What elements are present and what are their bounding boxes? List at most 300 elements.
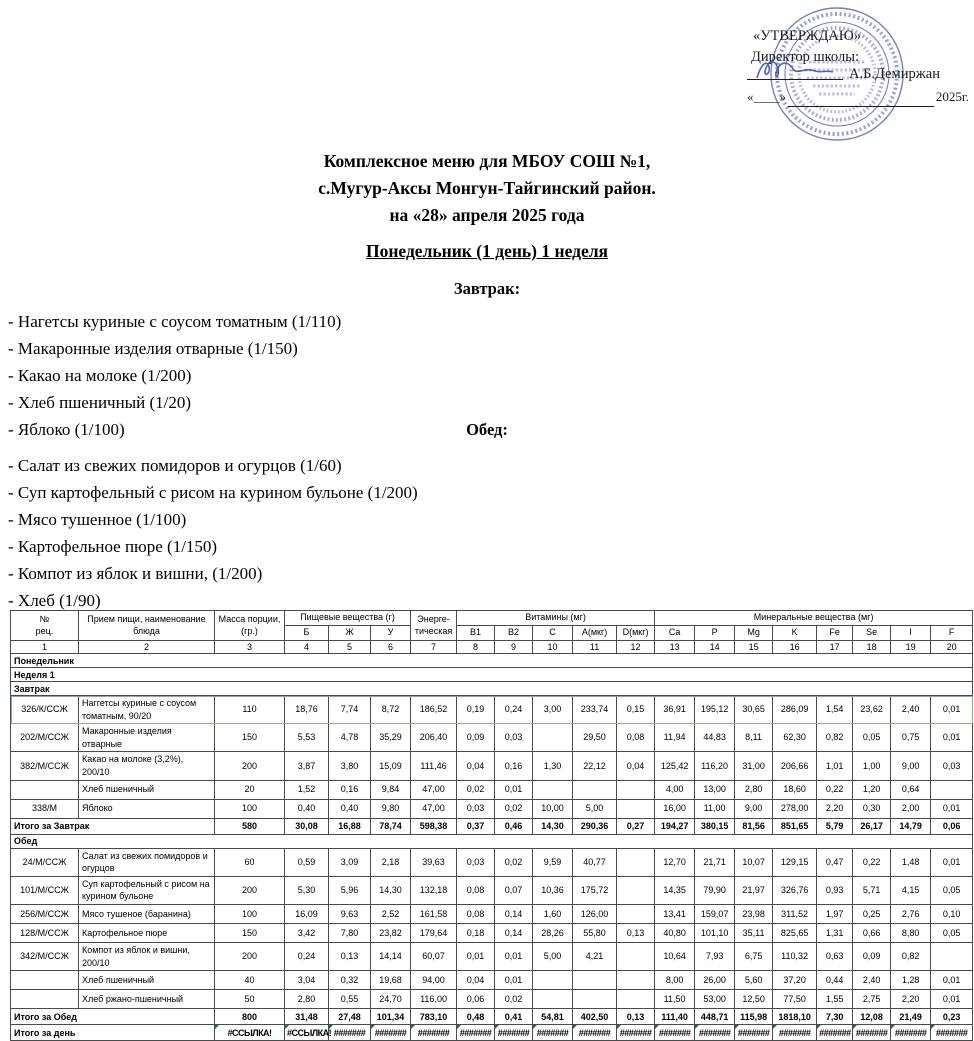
table-cell: 8,00 <box>655 971 695 990</box>
table-cell: 0,08 <box>617 724 655 752</box>
table-cell: 2,40 <box>891 696 931 724</box>
table-cell: 2,00 <box>891 799 931 818</box>
column-header: Масса порции, (гр.) <box>215 611 285 641</box>
table-cell: 0,82 <box>891 942 931 970</box>
date-blank-line <box>788 92 934 107</box>
table-cell: 448,71 <box>695 1009 735 1025</box>
table-cell: 0,04 <box>457 752 495 780</box>
title-line-2: с.Мугур-Аксы Монгун-Тайгинский район. <box>318 178 656 198</box>
table-cell: 0,02 <box>495 990 533 1009</box>
table-cell: 44,83 <box>695 724 735 752</box>
table-cell: 36,91 <box>655 696 695 724</box>
table-cell: 35,11 <box>735 923 773 942</box>
table-section-row <box>11 682 973 696</box>
table-cell: 1818,10 <box>773 1009 817 1025</box>
table-cell: 37,20 <box>773 971 817 990</box>
table-cell: 598,38 <box>411 818 457 834</box>
table-cell: 202/М/ССЖ <box>11 724 79 752</box>
director-name: А.Б.Демиржан <box>849 66 940 82</box>
approval-stamp <box>733 4 971 154</box>
table-cell: 0,41 <box>495 1009 533 1025</box>
table-cell: 5,00 <box>533 942 573 970</box>
table-cell: 3,80 <box>329 752 371 780</box>
table-cell: Какао на молоке (3,2%), 200/10 <box>79 752 215 780</box>
column-number: 17 <box>817 641 853 654</box>
column-number: 20 <box>931 641 973 654</box>
table-cell <box>617 971 655 990</box>
table-total-row <box>11 1009 973 1025</box>
table-cell: 2,40 <box>853 971 891 990</box>
table-cell: 0,02 <box>457 780 495 799</box>
table-cell: 580 <box>215 818 285 834</box>
table-cell: 101,10 <box>695 923 735 942</box>
table-cell: 0,02 <box>495 848 533 876</box>
table-cell: 311,52 <box>773 904 817 923</box>
table-cell: 1,31 <box>817 923 853 942</box>
table-cell: 326/К/ССЖ <box>11 696 79 724</box>
signature-line <box>747 62 843 80</box>
table-cell: 2,20 <box>817 799 853 818</box>
table-cell: 16,09 <box>285 904 329 923</box>
table-cell: 0,05 <box>931 876 973 904</box>
column-number: 4 <box>285 641 329 654</box>
table-cell: 0,25 <box>853 904 891 923</box>
table-cell: 3,09 <box>329 848 371 876</box>
column-header: D(мкг) <box>617 626 655 641</box>
table-cell: 77,50 <box>773 990 817 1009</box>
column-header: В2 <box>495 626 533 641</box>
table-cell: Суп картофельный с рисом на курином бульоне <box>79 876 215 904</box>
table-cell: 0,22 <box>853 848 891 876</box>
table-cell: 23,62 <box>853 696 891 724</box>
table-cell: 4,15 <box>891 876 931 904</box>
table-cell: 7,74 <box>329 696 371 724</box>
table-cell: Хлеб ржано-пшеничный <box>79 990 215 1009</box>
table-cell: 0,04 <box>617 752 655 780</box>
column-number: 16 <box>773 641 817 654</box>
column-number: 10 <box>533 641 573 654</box>
menu-item: - Суп картофельный с рисом на курином бульоне (1/200) <box>8 483 418 502</box>
column-header: Ж <box>329 626 371 641</box>
table-cell: Компот из яблок и вишни, 200/10 <box>79 942 215 970</box>
title-line-3: на «28» апреля 2025 года <box>389 205 585 225</box>
table-cell: 150 <box>215 923 285 942</box>
table-cell: 126,00 <box>573 904 617 923</box>
table-cell: 150 <box>215 724 285 752</box>
nutrition-table <box>10 610 973 1041</box>
table-dish-row <box>11 971 973 990</box>
table-cell: 13,00 <box>695 780 735 799</box>
table-cell: 110 <box>215 696 285 724</box>
table-cell: 9,59 <box>533 848 573 876</box>
table-cell: 0,13 <box>617 1009 655 1025</box>
table-cell: 0,01 <box>495 971 533 990</box>
table-cell: 101/М/ССЖ <box>11 876 79 904</box>
column-number: 12 <box>617 641 655 654</box>
table-cell: 186,52 <box>411 696 457 724</box>
column-number: 13 <box>655 641 695 654</box>
table-cell: 0,66 <box>853 923 891 942</box>
table-cell: 256/М/ССЖ <box>11 904 79 923</box>
table-cell: 26,00 <box>695 971 735 990</box>
table-cell <box>533 971 573 990</box>
table-section-row <box>11 834 973 848</box>
table-cell: 0,07 <box>495 876 533 904</box>
table-cell: 0,08 <box>457 904 495 923</box>
table-cell: Макаронные изделия отварные <box>79 724 215 752</box>
table-cell: 0,03 <box>457 848 495 876</box>
table-cell: 10,00 <box>533 799 573 818</box>
table-cell: 200 <box>215 942 285 970</box>
table-cell: 50 <box>215 990 285 1009</box>
table-cell <box>533 990 573 1009</box>
table-cell: 380,15 <box>695 818 735 834</box>
table-cell: 28,26 <box>533 923 573 942</box>
table-cell <box>617 904 655 923</box>
table-cell <box>617 780 655 799</box>
table-cell: 35,29 <box>371 724 411 752</box>
table-cell: 14,30 <box>533 818 573 834</box>
table-cell: 24,70 <box>371 990 411 1009</box>
table-cell <box>533 780 573 799</box>
approval-title: «УТВЕРЖДАЮ» <box>753 28 861 44</box>
table-cell: 0,82 <box>817 724 853 752</box>
lunch-list <box>8 452 418 614</box>
table-cell: 40 <box>215 971 285 990</box>
table-cell: 851,65 <box>773 818 817 834</box>
table-cell: 0,48 <box>457 1009 495 1025</box>
table-cell: 5,60 <box>735 971 773 990</box>
approval-date-line <box>747 86 969 107</box>
table-cell: 2,80 <box>285 990 329 1009</box>
column-header: Прием пищи, наименование блюда <box>79 611 215 641</box>
table-cell: 200 <box>215 876 285 904</box>
table-cell: ####### <box>533 1025 573 1041</box>
table-cell: 0,46 <box>495 818 533 834</box>
table-cell: 3,42 <box>285 923 329 942</box>
table-cell: 0,01 <box>931 724 973 752</box>
table-cell: 0,40 <box>285 799 329 818</box>
table-cell <box>573 780 617 799</box>
table-cell: 116,00 <box>411 990 457 1009</box>
table-cell: 0,03 <box>495 724 533 752</box>
table-cell: 27,48 <box>329 1009 371 1025</box>
table-cell: 31,48 <box>285 1009 329 1025</box>
table-cell: 0,59 <box>285 848 329 876</box>
table-cell: 12,08 <box>853 1009 891 1025</box>
table-cell: 10,36 <box>533 876 573 904</box>
table-cell: 11,50 <box>655 990 695 1009</box>
table-cell <box>617 876 655 904</box>
table-cell: 0,03 <box>931 752 973 780</box>
table-dish-row <box>11 724 973 752</box>
column-header: С <box>533 626 573 641</box>
table-cell: 402,50 <box>573 1009 617 1025</box>
table-cell: ####### <box>371 1025 411 1041</box>
table-cell <box>573 971 617 990</box>
table-dish-row <box>11 752 973 780</box>
table-cell: 30,65 <box>735 696 773 724</box>
table-cell: 47,00 <box>411 799 457 818</box>
table-cell: Наггетсы куриные с соусом томатным, 90/20 <box>79 696 215 724</box>
table-cell: 1,55 <box>817 990 853 1009</box>
table-cell: 1,28 <box>891 971 931 990</box>
table-cell: 783,10 <box>411 1009 457 1025</box>
table-cell: 0,05 <box>853 724 891 752</box>
column-header: Энерге- тическая <box>411 611 457 641</box>
table-cell: 21,97 <box>735 876 773 904</box>
column-header: Витамины (мг) <box>457 611 655 626</box>
table-cell: ####### <box>891 1025 931 1041</box>
column-number-row <box>11 641 973 654</box>
table-cell: 16,88 <box>329 818 371 834</box>
table-cell: 0,37 <box>457 818 495 834</box>
table-cell: 1,54 <box>817 696 853 724</box>
table-cell: 200 <box>215 752 285 780</box>
table-cell: 195,12 <box>695 696 735 724</box>
table-cell: 0,01 <box>495 942 533 970</box>
table-cell: ####### <box>695 1025 735 1041</box>
table-cell: #ССЫЛКА! <box>215 1025 285 1041</box>
table-cell: 7,30 <box>817 1009 853 1025</box>
table-cell: 0,15 <box>617 696 655 724</box>
table-cell: ####### <box>853 1025 891 1041</box>
table-cell: 0,23 <box>931 1009 973 1025</box>
table-cell: 11,00 <box>695 799 735 818</box>
table-cell: 194,27 <box>655 818 695 834</box>
table-cell: 0,01 <box>931 799 973 818</box>
table-cell: Хлеб пшеничный <box>79 780 215 799</box>
table-cell: 0,10 <box>931 904 973 923</box>
table-cell: 53,00 <box>695 990 735 1009</box>
table-cell: 14,35 <box>655 876 695 904</box>
column-header: У <box>371 626 411 641</box>
table-cell: 159,07 <box>695 904 735 923</box>
menu-item: - Салат из свежих помидоров и огурцов (1/60) <box>8 456 342 475</box>
column-header: P <box>695 626 735 641</box>
table-cell: 10,64 <box>655 942 695 970</box>
table-cell: 0,13 <box>617 923 655 942</box>
table-cell: 14,14 <box>371 942 411 970</box>
table-cell: 116,20 <box>695 752 735 780</box>
table-cell: 21,49 <box>891 1009 931 1025</box>
total-label: Итого за Завтрак <box>11 818 215 834</box>
table-cell: 0,22 <box>817 780 853 799</box>
table-cell: ####### <box>411 1025 457 1041</box>
table-cell: 18,60 <box>773 780 817 799</box>
table-cell: 278,00 <box>773 799 817 818</box>
column-header: Ca <box>655 626 695 641</box>
table-cell: 3,87 <box>285 752 329 780</box>
table-cell: ####### <box>617 1025 655 1041</box>
table-cell: 326,76 <box>773 876 817 904</box>
table-cell: 0,01 <box>931 971 973 990</box>
menu-item: - Нагетсы куриные с соусом томатным (1/110) <box>8 312 342 331</box>
table-cell: 1,00 <box>853 752 891 780</box>
table-cell: 2,20 <box>891 990 931 1009</box>
table-cell <box>11 971 79 990</box>
table-cell: ####### <box>329 1025 371 1041</box>
table-cell: 94,00 <box>411 971 457 990</box>
table-cell: 0,40 <box>329 799 371 818</box>
menu-item: - Яблоко (1/100) <box>8 420 125 439</box>
column-header: I <box>891 626 931 641</box>
table-cell: ####### <box>773 1025 817 1041</box>
table-cell: 9,00 <box>735 799 773 818</box>
table-cell: 9,63 <box>329 904 371 923</box>
column-number: 8 <box>457 641 495 654</box>
table-cell: 0,14 <box>495 923 533 942</box>
table-cell: 0,04 <box>457 971 495 990</box>
table-cell: 161,58 <box>411 904 457 923</box>
table-cell <box>617 799 655 818</box>
table-cell: 125,42 <box>655 752 695 780</box>
table-cell: 0,24 <box>495 696 533 724</box>
column-number: 15 <box>735 641 773 654</box>
table-cell: 0,08 <box>457 876 495 904</box>
menu-item: - Макаронные изделия отварные (1/150) <box>8 339 298 358</box>
column-header: В1 <box>457 626 495 641</box>
table-cell: 26,17 <box>853 818 891 834</box>
table-cell: 2,18 <box>371 848 411 876</box>
table-cell: 29,50 <box>573 724 617 752</box>
table-cell: 40,77 <box>573 848 617 876</box>
signature-icon <box>749 54 841 84</box>
column-header: Минеральные вещества (мг) <box>655 611 973 626</box>
table-cell: 0,14 <box>495 904 533 923</box>
table-dish-row <box>11 876 973 904</box>
table-cell: 2,76 <box>891 904 931 923</box>
table-cell: ####### <box>457 1025 495 1041</box>
table-cell: 15,09 <box>371 752 411 780</box>
table-cell: 128/М/ССЖ <box>11 923 79 942</box>
table-dish-row <box>11 696 973 724</box>
table-cell: 8,11 <box>735 724 773 752</box>
table-cell: 0,13 <box>329 942 371 970</box>
table-cell: 2,75 <box>853 990 891 1009</box>
table-cell: 0,27 <box>617 818 655 834</box>
total-label: Итого за день <box>11 1025 215 1041</box>
menu-item: - Компот из яблок и вишни, (1/200) <box>8 564 263 583</box>
table-cell <box>11 780 79 799</box>
table-cell: 8,80 <box>891 923 931 942</box>
table-cell: 0,55 <box>329 990 371 1009</box>
table-cell: 382/М/ССЖ <box>11 752 79 780</box>
table-cell: ####### <box>495 1025 533 1041</box>
table-cell: Салат из свежих помидоров и огурцов <box>79 848 215 876</box>
table-cell: 0,64 <box>891 780 931 799</box>
table-cell: 9,00 <box>891 752 931 780</box>
table-cell: Хлеб пшеничный <box>79 971 215 990</box>
table-cell: 0,03 <box>457 799 495 818</box>
table-cell: 19,68 <box>371 971 411 990</box>
table-cell: ####### <box>817 1025 853 1041</box>
table-cell: 0,01 <box>931 848 973 876</box>
table-cell: 30,08 <box>285 818 329 834</box>
title-line-1: Комплексное меню для МБОУ СОШ №1, <box>323 151 651 171</box>
table-cell: 179,64 <box>411 923 457 942</box>
day-heading: Понедельник (1 день) 1 неделя <box>365 241 609 261</box>
table-cell: 233,74 <box>573 696 617 724</box>
table-cell: 1,01 <box>817 752 853 780</box>
column-header: Se <box>853 626 891 641</box>
table-cell: 79,90 <box>695 876 735 904</box>
table-cell: 16,00 <box>655 799 695 818</box>
table-cell: 5,00 <box>573 799 617 818</box>
table-cell: 290,36 <box>573 818 617 834</box>
table-cell: 2,52 <box>371 904 411 923</box>
menu-item: - Хлеб пшеничный (1/20) <box>8 393 192 412</box>
table-cell: 6,75 <box>735 942 773 970</box>
table-cell: 1,97 <box>817 904 853 923</box>
table-cell: Мясо тушеное (баранина) <box>79 904 215 923</box>
table-cell: 132,18 <box>411 876 457 904</box>
table-cell: 0,63 <box>817 942 853 970</box>
table-cell <box>617 942 655 970</box>
table-cell: 0,47 <box>817 848 853 876</box>
table-cell: 39,63 <box>411 848 457 876</box>
table-cell: 5,71 <box>853 876 891 904</box>
column-number: 9 <box>495 641 533 654</box>
table-cell: 12,70 <box>655 848 695 876</box>
table-cell: 55,80 <box>573 923 617 942</box>
table-cell: 0,05 <box>931 923 973 942</box>
lunch-heading: Обед: <box>466 420 508 439</box>
table-cell: 1,48 <box>891 848 931 876</box>
table-cell: 0,06 <box>931 818 973 834</box>
table-cell: Яблоко <box>79 799 215 818</box>
table-cell: 12,50 <box>735 990 773 1009</box>
table-cell: 0,44 <box>817 971 853 990</box>
table-cell: ####### <box>655 1025 695 1041</box>
table-cell: 2,80 <box>735 780 773 799</box>
column-header: Б <box>285 626 329 641</box>
table-cell: 115,98 <box>735 1009 773 1025</box>
column-number: 14 <box>695 641 735 654</box>
table-cell: 4,21 <box>573 942 617 970</box>
table-cell: 0,09 <box>457 724 495 752</box>
table-cell: 0,01 <box>495 780 533 799</box>
section-label: Завтрак <box>11 682 973 696</box>
column-header: F <box>931 626 973 641</box>
table-cell: 825,65 <box>773 923 817 942</box>
table-cell: 0,16 <box>495 752 533 780</box>
column-number: 3 <box>215 641 285 654</box>
table-cell: 31,00 <box>735 752 773 780</box>
table-dish-row <box>11 942 973 970</box>
table-cell: 338/М <box>11 799 79 818</box>
table-cell: 206,66 <box>773 752 817 780</box>
section-label: Неделя 1 <box>11 668 973 682</box>
table-dish-row <box>11 780 973 799</box>
table-cell: 23,98 <box>735 904 773 923</box>
table-cell: 60 <box>215 848 285 876</box>
breakfast-heading: Завтрак: <box>453 279 521 298</box>
table-cell: 0,93 <box>817 876 853 904</box>
table-cell: 10,07 <box>735 848 773 876</box>
table-cell <box>617 990 655 1009</box>
column-number: 19 <box>891 641 931 654</box>
column-number: 1 <box>11 641 79 654</box>
table-cell <box>573 990 617 1009</box>
column-number: 7 <box>411 641 457 654</box>
table-section-row <box>11 654 973 668</box>
table-cell <box>931 780 973 799</box>
table-cell: 0,75 <box>891 724 931 752</box>
table-cell: 0,06 <box>457 990 495 1009</box>
table-total-row <box>11 818 973 834</box>
table-cell: 4,78 <box>329 724 371 752</box>
